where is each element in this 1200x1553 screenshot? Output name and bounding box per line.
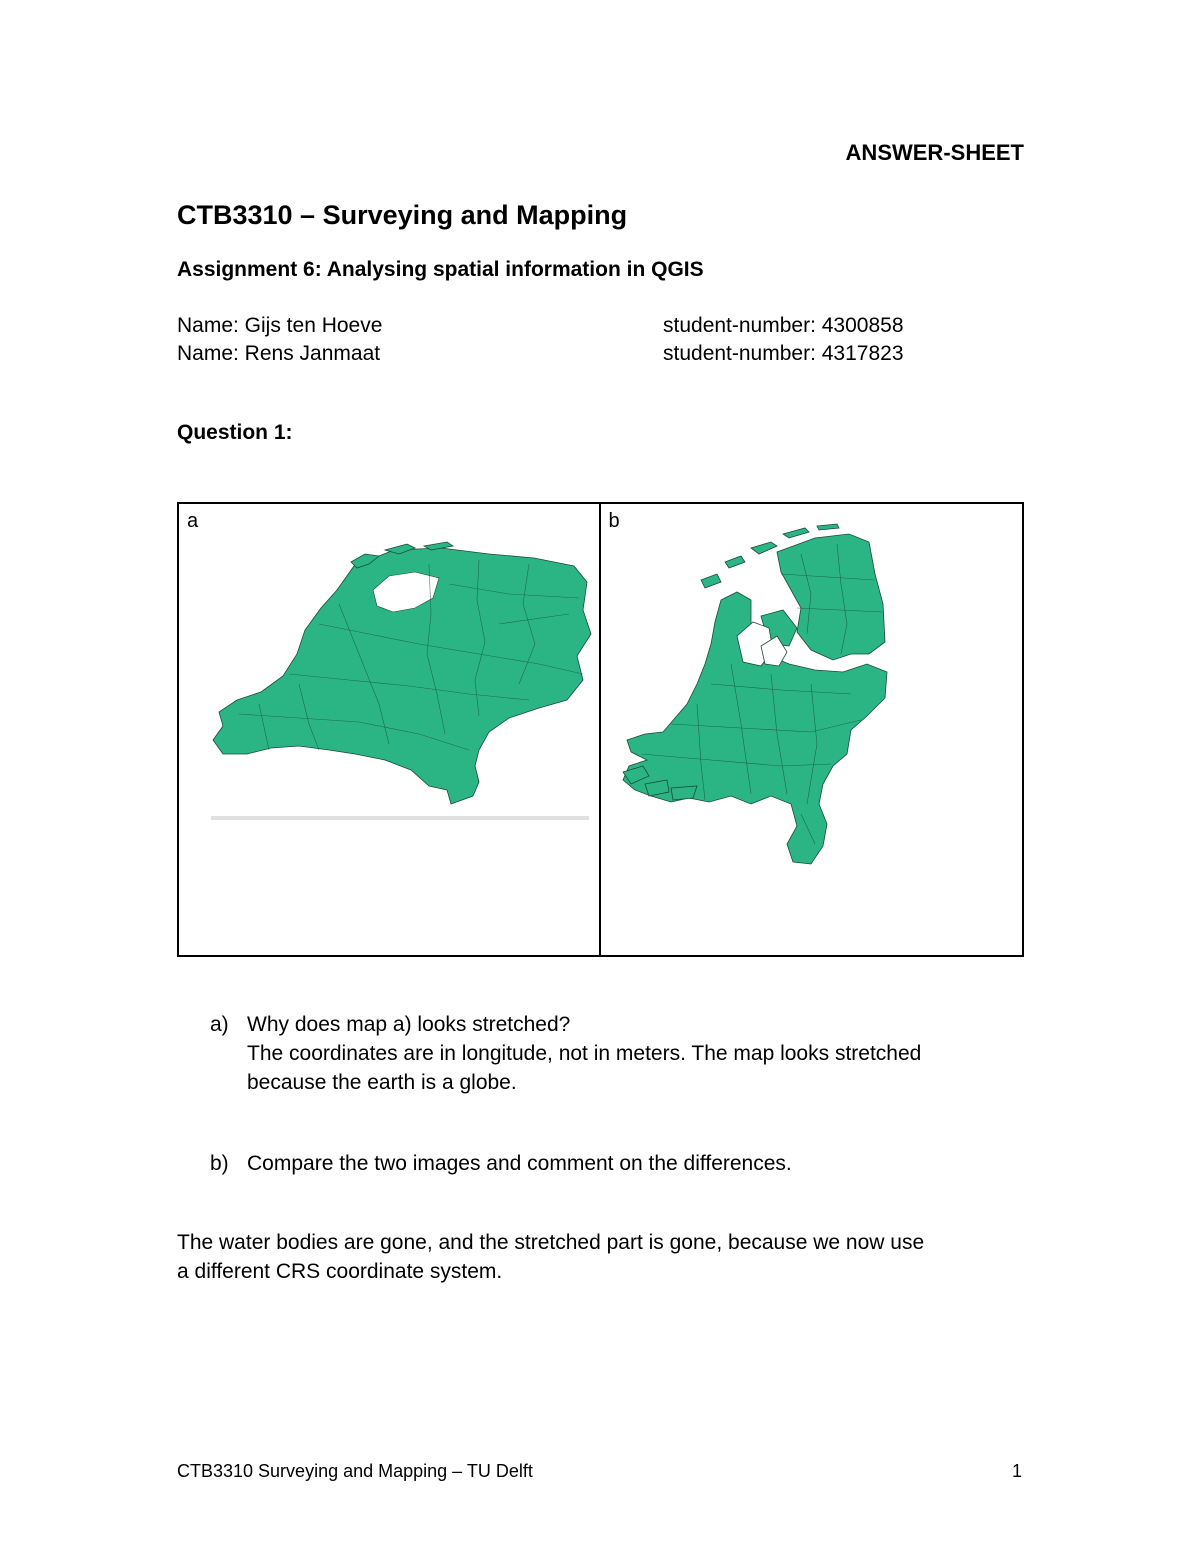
answer-b-paragraph (177, 1228, 1027, 1286)
course-title: CTB3310 – Surveying and Mapping (177, 200, 628, 230)
map-comparison-table (177, 502, 1024, 957)
question-1-items (210, 1010, 921, 1178)
panel-a-label: a (187, 510, 199, 532)
stretched-netherlands-map-image (179, 504, 603, 955)
question-a-text: Why does map a) looks stretched? (247, 1013, 571, 1036)
panel-a (179, 504, 601, 955)
question-item-b (210, 1149, 921, 1178)
answer-b-line-2: a different CRS coordinate system. (177, 1260, 503, 1283)
answer-sheet-label: ANSWER-SHEET (845, 140, 1024, 165)
student-name-1: Name: Gijs ten Hoeve (177, 314, 383, 337)
student-number-1: student-number: 4300858 (663, 314, 904, 337)
panel-b-label: b (608, 510, 620, 532)
student-name-2: Name: Rens Janmaat (177, 342, 381, 365)
assignment-title: Assignment 6: Analysing spatial information in QGIS (177, 258, 704, 281)
item-marker-b: b) (210, 1152, 229, 1175)
question-1-heading: Question 1: (177, 421, 293, 444)
question-item-a (210, 1010, 921, 1097)
projected-netherlands-map-image (601, 504, 1022, 955)
answer-b-line-1: The water bodies are gone, and the stretched part is gone, because we now use (177, 1231, 925, 1254)
item-marker-a: a) (210, 1013, 229, 1036)
answer-a-line-1: The coordinates are in longitude, not in meters. The map looks stretched (247, 1042, 922, 1065)
student-number-2: student-number: 4317823 (663, 342, 904, 365)
panel-b (601, 504, 1023, 955)
question-b-text: Compare the two images and comment on the differences. (247, 1152, 792, 1175)
page-number: 1 (1011, 1461, 1022, 1481)
answer-a-line-2: because the earth is a globe. (247, 1071, 517, 1094)
footer-text: CTB3310 Surveying and Mapping – TU Delft (177, 1461, 533, 1481)
